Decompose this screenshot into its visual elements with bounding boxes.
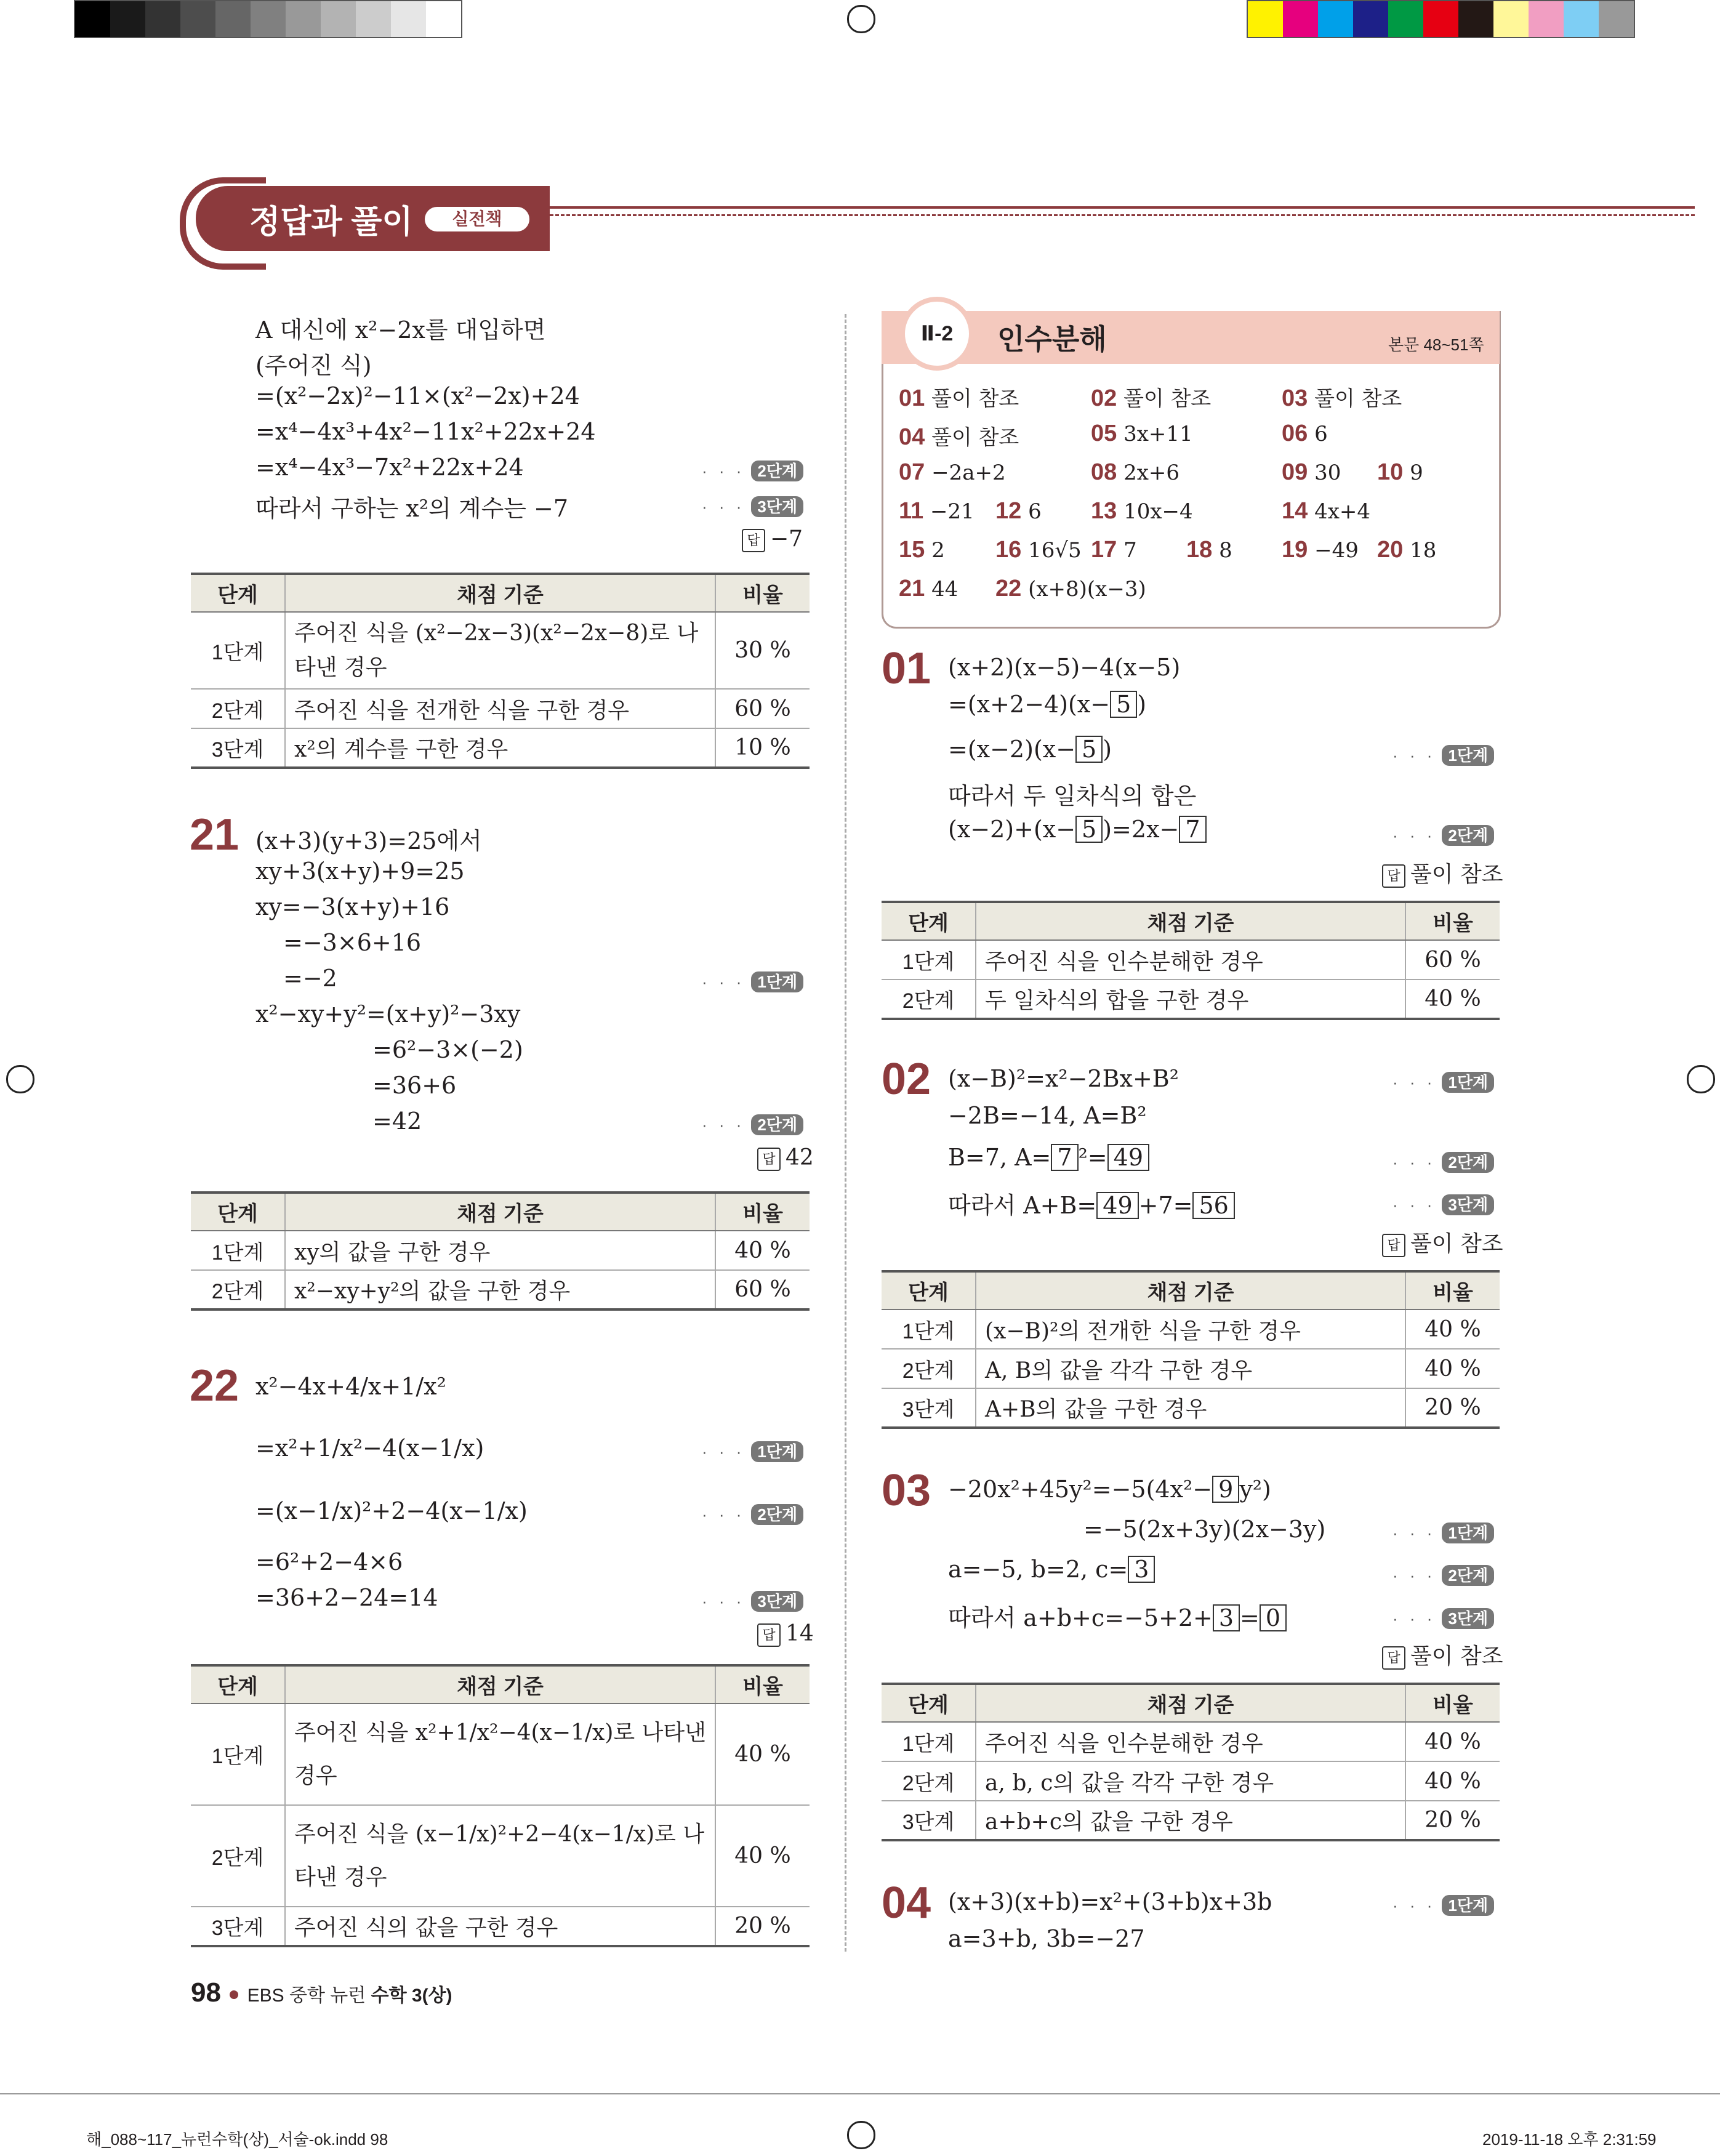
bullet-icon (230, 1990, 238, 1999)
registration-mark-bottom (847, 2121, 875, 2149)
table-header: 채점 기준 (976, 1684, 1405, 1722)
problem-number-22: 22 (190, 1361, 239, 1410)
table-row: 3단계 A+B의 값을 구한 경우 20 % (882, 1388, 1500, 1428)
p04-line-2: a=3+b, 3b=−27 (948, 1925, 1145, 1952)
p22-step2-marker: · · · 2단계 (702, 1502, 803, 1525)
table-row: 3단계 a+b+c의 값을 구한 경우 20 % (882, 1801, 1500, 1840)
p02-step3-marker: · · · 3단계 (1392, 1193, 1494, 1215)
table-header: 비율 (1405, 1684, 1500, 1722)
answer-item: 12 6 (995, 498, 1042, 524)
answer-item: 03 풀이 참조 (1282, 385, 1402, 411)
table-row: 3단계 x²의 계수를 구한 경우 10 % (191, 728, 810, 768)
header-tag: 실전책 (425, 207, 529, 231)
p03-answer: 답 풀이 참조 (1382, 1639, 1503, 1670)
page-number: 98 (191, 1977, 221, 2008)
p03-line-2: =−5(2x+3y)(2x−3y) (1083, 1516, 1326, 1543)
column-divider (845, 314, 846, 1952)
section-title: 인수분해 (997, 323, 1107, 355)
answer-item: 08 2x+6 (1091, 459, 1180, 485)
p21-line-7: =6²−3×(−2) (372, 1036, 523, 1063)
p20-line-4: =x⁴−4x³+4x²−11x²+22x+24 (255, 418, 596, 445)
p03-line-1: −20x²+45y²=−5(4x²− 9 y²) (948, 1476, 1271, 1503)
p20-line-2: (주어진 식) (255, 352, 372, 379)
table-header: 채점 기준 (285, 1665, 715, 1703)
table-header: 비율 (715, 1665, 810, 1703)
p22-line-2: =x²+1/x²−4(x−1/x) (255, 1434, 484, 1462)
table-row: 1단계 주어진 식을 x²+1/x²−4(x−1/x)로 나타낸 경우 40 % (191, 1703, 810, 1805)
p22-line-1: x²−4x+4/x+1/x² (255, 1373, 446, 1400)
table-row: 1단계 (x−B)²의 전개한 식을 구한 경우 40 % (882, 1309, 1500, 1349)
p01-line-5: (x−2)+(x− 5 )=2x− 7 (948, 816, 1207, 843)
p20-step2-marker: · · · 2단계 (702, 459, 803, 481)
answer-item: 22 (x+8)(x−3) (995, 576, 1146, 601)
color-bar (1247, 0, 1635, 38)
table-row: 1단계 주어진 식을 (x²−2x−3)(x²−2x−8)로 나타낸 경우 30 % (191, 612, 810, 689)
p21-line-2: xy+3(x+y)+9=25 (255, 858, 465, 885)
answer-item: 06 6 (1282, 420, 1328, 446)
book-title: EBS 중학 뉴런 (247, 1985, 371, 2006)
problem-number-04: 04 (882, 1878, 931, 1928)
table-row: 3단계 주어진 식의 값을 구한 경우 20 % (191, 1907, 810, 1946)
problem-number-01: 01 (882, 644, 931, 693)
table-row: 1단계 xy의 값을 구한 경우 40 % (191, 1231, 810, 1270)
p02-answer: 답 풀이 참조 (1382, 1226, 1503, 1258)
p03-scoring-table (882, 1683, 1500, 1841)
problem-number-02: 02 (882, 1055, 931, 1104)
p01-scoring-table (882, 901, 1500, 1020)
answer-item: 20 18 (1377, 537, 1437, 563)
p20-line-6: 따라서 구하는 x²의 계수는 −7 (255, 495, 569, 522)
p01-line-4: 따라서 두 일차식의 합은 (948, 782, 1197, 810)
p22-line-4: =6²+2−4×6 (255, 1548, 403, 1575)
p01-answer: 답 풀이 참조 (1382, 857, 1503, 888)
p03-line-4: 따라서 a+b+c=−5+2+ 3 = 0 (948, 1599, 1287, 1633)
p22-answer: 답 14 (757, 1621, 814, 1647)
file-info: 해_088~117_뉴런수학(상)_서술-ok.indd 98 (86, 2130, 388, 2149)
table-row: 1단계 주어진 식을 인수분해한 경우 60 % (882, 940, 1500, 979)
p02-line-1: (x−B)²=x²−2Bx+B² (948, 1065, 1179, 1092)
answer-item: 07 −2a+2 (899, 459, 1006, 485)
p21-line-1: (x+3)(y+3)=25에서 (255, 827, 482, 855)
p21-step2-marker: · · · 2단계 (702, 1112, 803, 1135)
p21-answer: 답 42 (757, 1145, 814, 1171)
p01-step2-marker: · · · 2단계 (1392, 823, 1494, 846)
table-row: 2단계 주어진 식을 (x−1/x)²+2−4(x−1/x)로 나타낸 경우 40 % (191, 1805, 810, 1907)
header-rule (550, 206, 1695, 209)
p03-step3-marker: · · · 3단계 (1392, 1606, 1494, 1629)
table-header: 비율 (715, 1193, 810, 1231)
table-header: 비율 (715, 574, 810, 612)
table-header: 단계 (882, 902, 976, 940)
table-header: 채점 기준 (976, 902, 1405, 940)
answer-item: 09 30 (1282, 459, 1341, 485)
p03-step1-marker: · · · 1단계 (1392, 1521, 1494, 1543)
answer-item: 13 10x−4 (1091, 498, 1193, 524)
p21-scoring-table (191, 1191, 810, 1311)
p01-line-2: =(x+2−4)(x− 5 ) (948, 691, 1147, 718)
p20-line-3: =(x²−2x)²−11×(x²−2x)+24 (255, 382, 580, 409)
table-row: 2단계 a, b, c의 값을 각각 구한 경우 40 % (882, 1761, 1500, 1801)
p02-line-4: 따라서 A+B= 49 +7= 56 (948, 1186, 1235, 1220)
p02-line-3: B=7, A= 7 ²= 49 (948, 1144, 1149, 1171)
table-header: 채점 기준 (285, 1193, 715, 1231)
registration-mark-top (847, 5, 875, 33)
answer-item: 15 2 (899, 537, 945, 563)
registration-mark-left (6, 1065, 34, 1093)
table-header: 단계 (191, 1665, 285, 1703)
table-header: 비율 (1405, 902, 1500, 940)
p22-line-5: =36+2−24=14 (255, 1584, 438, 1611)
grayscale-bar (74, 0, 462, 38)
p20-scoring-table (191, 573, 810, 769)
p21-step1-marker: · · · 1단계 (702, 970, 803, 992)
section-page-ref: 본문 48~51쪽 (1388, 336, 1484, 354)
p02-line-2: −2B=−14, A=B² (948, 1102, 1147, 1129)
p22-line-3: =(x−1/x)²+2−4(x−1/x) (255, 1497, 528, 1524)
header-dashed-rule (550, 214, 1695, 216)
p04-step1-marker: · · · 1단계 (1392, 1893, 1494, 1916)
answer-item: 21 44 (899, 576, 958, 601)
p21-line-8: =36+6 (372, 1072, 457, 1099)
answer-item: 11 −21 (899, 498, 975, 524)
p01-line-3: =(x−2)(x− 5 ) (948, 736, 1112, 763)
problem-number-03: 03 (882, 1466, 931, 1515)
p03-step2-marker: · · · 2단계 (1392, 1563, 1494, 1586)
trim-line-bottom (0, 2093, 1720, 2094)
answer-item: 04 풀이 참조 (899, 424, 1019, 450)
table-header: 단계 (191, 574, 285, 612)
p20-answer: 답 −7 (742, 526, 803, 552)
table-row: 2단계 A, B의 값을 각각 구한 경우 40 % (882, 1349, 1500, 1388)
p21-line-6: x²−xy+y²=(x+y)²−3xy (255, 1000, 521, 1028)
p21-line-4: =−3×6+16 (283, 929, 422, 956)
answer-item: 19 −49 (1282, 537, 1359, 563)
answer-item: 10 9 (1377, 459, 1423, 485)
table-header: 단계 (882, 1271, 976, 1309)
answer-item: 14 4x+4 (1282, 498, 1371, 524)
p22-scoring-table (191, 1664, 810, 1947)
table-header: 단계 (191, 1193, 285, 1231)
p22-step3-marker: · · · 3단계 (702, 1589, 803, 1612)
p22-step1-marker: · · · 1단계 (702, 1439, 803, 1462)
print-date: 2019-11-18 오후 2:31:59 (1482, 2130, 1657, 2149)
p21-line-9: =42 (372, 1108, 422, 1135)
book-title-bold: 수학 3(상) (371, 1985, 452, 2006)
p02-step1-marker: · · · 1단계 (1392, 1070, 1494, 1093)
table-row: 2단계 주어진 식을 전개한 식을 구한 경우 60 % (191, 689, 810, 728)
answer-item: 02 풀이 참조 (1091, 385, 1212, 411)
p21-line-3: xy=−3(x+y)+16 (255, 893, 450, 920)
p20-step3-marker: · · · 3단계 (702, 494, 803, 517)
registration-mark-right (1687, 1065, 1715, 1093)
table-header: 단계 (882, 1684, 976, 1722)
table-header: 비율 (1405, 1271, 1500, 1309)
section-number: Ⅱ-2 (900, 297, 974, 371)
table-header: 채점 기준 (285, 574, 715, 612)
table-row: 2단계 두 일차식의 합을 구한 경우 40 % (882, 979, 1500, 1019)
answer-item: 18 8 (1186, 537, 1232, 563)
p02-scoring-table (882, 1270, 1500, 1429)
p02-step2-marker: · · · 2단계 (1392, 1150, 1494, 1173)
answer-item: 17 7 (1091, 537, 1137, 563)
p01-step1-marker: · · · 1단계 (1392, 743, 1494, 766)
problem-number-21: 21 (190, 810, 239, 859)
answer-item: 01 풀이 참조 (899, 385, 1019, 411)
p20-line-1: A 대신에 x²−2x를 대입하면 (255, 316, 546, 344)
p04-line-1: (x+3)(x+b)=x²+(3+b)x+3b (948, 1888, 1272, 1915)
answer-item: 05 3x+11 (1091, 420, 1193, 446)
p01-line-1: (x+2)(x−5)−4(x−5) (948, 654, 1181, 681)
table-row: 2단계 x²−xy+y²의 값을 구한 경우 60 % (191, 1270, 810, 1309)
answer-item: 16 16√5 (995, 537, 1082, 563)
table-header: 채점 기준 (976, 1271, 1405, 1309)
table-row: 1단계 주어진 식을 인수분해한 경우 40 % (882, 1722, 1500, 1761)
p03-line-3: a=−5, b=2, c= 3 (948, 1556, 1155, 1583)
page-footer (191, 1977, 452, 2008)
p21-line-5: =−2 (283, 965, 337, 992)
p20-line-5: =x⁴−4x³−7x²+22x+24 (255, 454, 524, 481)
page-title: 정답과 풀이 (249, 204, 413, 240)
